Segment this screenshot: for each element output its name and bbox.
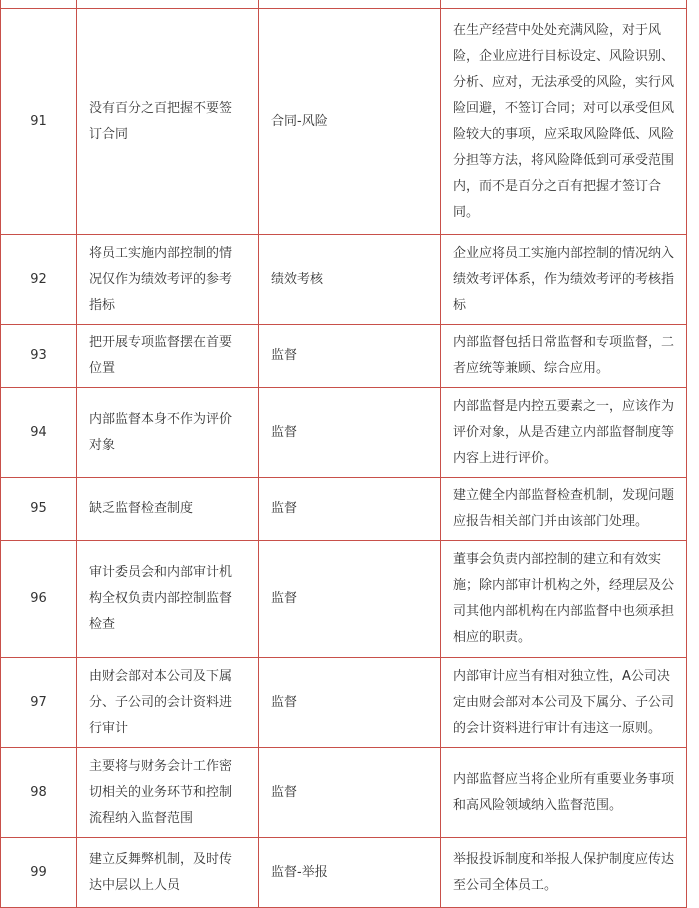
table-row [1,541,687,658]
table-row [1,748,687,838]
category-cell: 监督 [259,748,441,838]
table-row [1,388,687,478]
description-cell: 内部监督是内控五要素之一，应该作为评价对象，从是否建立内部监督制度等内容上进行评价。 [441,388,687,478]
category-cell [259,0,441,9]
category-cell: 监督 [259,658,441,748]
category-cell: 合同-风险 [259,9,441,235]
table-row [1,478,687,541]
description-cell [441,0,687,9]
issue-title-cell [77,0,259,9]
issue-title-cell: 把开展专项监督摆在首要位置 [77,325,259,388]
row-number-cell: 92 [1,235,77,325]
issue-title-cell: 没有百分之百把握不要签订合同 [77,9,259,235]
description-cell: 内部监督包括日常监督和专项监督，二者应统等兼顾、综合应用。 [441,325,687,388]
row-number-cell: 99 [1,838,77,908]
table-row-partial-top [1,0,687,9]
table-row [1,235,687,325]
description-cell: 内部审计应当有相对独立性，A公司决定由财会部对本公司及下属分、子公司的会计资料进行审计有违这一原则。 [441,658,687,748]
table-row [1,658,687,748]
row-number-cell: 98 [1,748,77,838]
row-number-cell: 95 [1,478,77,541]
description-cell: 建立健全内部监督检查机制，发现问题应报告相关部门并由该部门处理。 [441,478,687,541]
row-number-cell: 96 [1,541,77,658]
row-number-cell: 93 [1,325,77,388]
row-number-cell [1,0,77,9]
row-number-cell: 94 [1,388,77,478]
issue-title-cell: 缺乏监督检查制度 [77,478,259,541]
description-cell: 董事会负责内部控制的建立和有效实施；除内部审计机构之外，经理层及公司其他内部机构在内部监督中也须承担相应的职责。 [441,541,687,658]
table-row [1,9,687,235]
row-number-cell: 97 [1,658,77,748]
issue-title-cell: 审计委员会和内部审计机构全权负责内部控制监督检查 [77,541,259,658]
category-cell: 监督-举报 [259,838,441,908]
issue-title-cell: 将员工实施内部控制的情况仅作为绩效考评的参考指标 [77,235,259,325]
issue-title-cell: 主要将与财务会计工作密切相关的业务环节和控制流程纳入监督范围 [77,748,259,838]
category-cell: 绩效考核 [259,235,441,325]
description-cell: 企业应将员工实施内部控制的情况纳入绩效考评体系，作为绩效考评的考核指标 [441,235,687,325]
category-cell: 监督 [259,325,441,388]
category-cell: 监督 [259,388,441,478]
table-row [1,325,687,388]
category-cell: 监督 [259,478,441,541]
table-row [1,838,687,908]
issue-title-cell: 内部监督本身不作为评价对象 [77,388,259,478]
issue-title-cell: 建立反舞弊机制，及时传达中层以上人员 [77,838,259,908]
description-cell: 在生产经营中处处充满风险，对于风险，企业应进行目标设定、风险识别、分析、应对，无法承受的风险，实行风险回避，不签订合同；对可以承受但风险较大的事项，应采取风险降低、风险分担等方法，将风险降低到可承受范围内，而不是百分之百有把握才签订合同。 [441,9,687,235]
issue-title-cell: 由财会部对本公司及下属分、子公司的会计资料进行审计 [77,658,259,748]
row-number-cell: 91 [1,9,77,235]
description-cell: 内部监督应当将企业所有重要业务事项和高风险领域纳入监督范围。 [441,748,687,838]
description-cell: 举报投诉制度和举报人保护制度应传达至公司全体员工。 [441,838,687,908]
category-cell: 监督 [259,541,441,658]
